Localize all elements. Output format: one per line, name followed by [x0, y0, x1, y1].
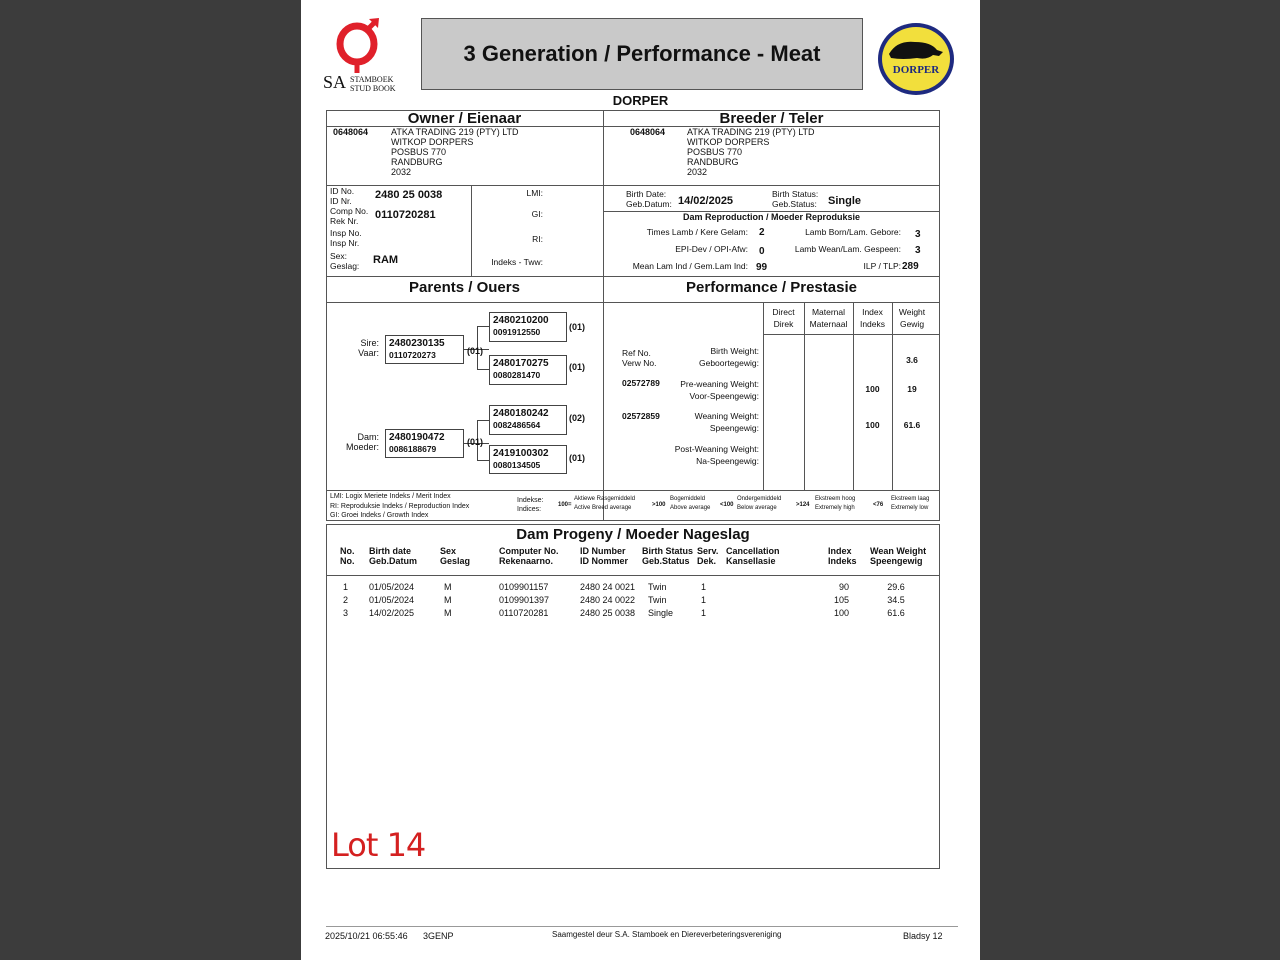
legend-line: Indices:	[517, 506, 542, 513]
cell-idnumber: 2480 25 0038	[580, 608, 636, 618]
page-title: 3 Generation / Performance - Meat	[463, 41, 821, 66]
mean-lam-label: Mean Lam Ind / Gem.Lam Ind:	[632, 261, 748, 271]
dam-dam-id: 2419100302	[493, 448, 549, 459]
legend-line: Aktiewe Rasgemiddeld	[574, 496, 636, 502]
legend-line: Extremely low	[891, 505, 929, 511]
label-line: Voor-Speengewig:	[689, 391, 759, 401]
cell-no: 3	[343, 608, 349, 618]
owner-line: POSBUS 770	[391, 147, 447, 157]
legend-line: RI: Reproduksie Indeks / Reproduction Index	[330, 502, 470, 510]
header-line: Dek.	[697, 556, 717, 566]
key-lt76: <76	[873, 502, 884, 508]
breeder-line: RANDBURG	[687, 157, 739, 167]
parents-heading: Parents / Ouers	[409, 279, 520, 296]
progeny-header-divider	[326, 575, 940, 576]
lot-annotation: Lot 14	[331, 826, 426, 864]
label-line: ID No.	[330, 186, 355, 196]
header-line: Sex	[440, 546, 457, 556]
progeny-heading: Dam Progeny / Moeder Nageslag	[516, 526, 750, 543]
divider	[326, 302, 940, 303]
cell-birthstatus: Single	[648, 608, 674, 618]
legend-line: GI: Groei Indeks / Growth Index	[330, 512, 429, 519]
header-line: Index	[862, 307, 883, 317]
progeny-col-no	[340, 546, 355, 566]
header-line: Gewig	[899, 319, 925, 329]
breeder-number: 0648064	[630, 127, 666, 137]
cell-index: 100	[833, 608, 849, 618]
label-line: Moeder:	[345, 442, 379, 452]
cell-computer: 0109901157	[499, 582, 549, 592]
breeder-line: WITKOP DORPERS	[687, 137, 770, 147]
header-line: Speengewig	[870, 556, 923, 566]
sire-sire-comp: 0091912550	[493, 327, 541, 337]
cell-computer: 0109901397	[499, 595, 550, 605]
birth-weight-label	[671, 345, 759, 369]
sire-comp: 0110720273	[389, 350, 436, 360]
pedigree-line	[477, 326, 489, 327]
header-line: Maternaal	[809, 319, 848, 329]
dam-code: (01)	[467, 437, 484, 447]
cell-no: 2	[343, 595, 349, 605]
cell-sex: M	[444, 608, 452, 618]
dorper-logo-text: DORPER	[892, 64, 940, 76]
col-direct-header	[763, 306, 804, 330]
label-line: Comp No.	[330, 206, 369, 216]
label-line: Dam:	[357, 432, 379, 442]
progeny-col-sex	[440, 546, 470, 566]
dam-dam-comp: 0080134505	[493, 460, 541, 470]
breed-name: DORPER	[612, 93, 669, 108]
label-line: Insp No.	[330, 228, 362, 238]
legend-line: Ekstreem laag	[891, 496, 930, 502]
logo-sa-text: SA	[323, 72, 347, 92]
birth-weight-value: 3.6	[906, 355, 918, 365]
label-line: ID Nr.	[330, 196, 352, 206]
footer-code: 3GENP	[423, 931, 454, 941]
key-100: 100=	[558, 502, 572, 508]
ilp-value: 289	[902, 261, 919, 272]
dorper-sheep-icon	[877, 22, 955, 96]
weaning-index: 100	[865, 420, 880, 430]
cell-serv: 1	[701, 595, 707, 605]
header-line: ID Nommer	[580, 556, 629, 566]
epi-value: 0	[759, 246, 765, 257]
progeny-col-index	[828, 546, 857, 566]
legend-line: Active Breed average	[574, 505, 632, 511]
sa-studbook-logo	[323, 18, 403, 94]
birth-date-label	[626, 189, 672, 209]
key-gt124: >124	[796, 502, 810, 508]
col-index-header	[853, 306, 892, 330]
label-line: Sire:	[360, 338, 379, 348]
legend-line: Extremely high	[815, 505, 855, 511]
perf-col-divider	[892, 302, 893, 490]
owner-line: ATKA TRADING 219 (PTY) LTD	[391, 127, 519, 137]
pre-weaning-label	[661, 378, 759, 402]
label-line: Ref No.	[622, 348, 651, 358]
indekse-label	[517, 496, 543, 514]
footer-datetime: 2025/10/21 06:55:46	[325, 931, 408, 941]
times-lamb-label: Times Lamb / Kere Gelam:	[646, 227, 748, 237]
pre-weaning-index: 100	[865, 384, 880, 394]
header-line: No.	[340, 556, 355, 566]
legend-line: Ondergemiddeld	[737, 496, 782, 502]
lamb-born-label: Lamb Born/Lam. Gebore:	[805, 227, 901, 237]
header-line: Cancellation	[726, 546, 780, 556]
dam-dam-code: (01)	[569, 453, 586, 463]
divider	[326, 185, 940, 186]
breeder-heading: Breeder / Teler	[719, 110, 824, 127]
header-line: Geb.Status	[642, 556, 690, 566]
lamb-wean-label: Lamb Wean/Lam. Gespeen:	[794, 244, 901, 254]
table-row	[301, 608, 980, 621]
breeder-line: ATKA TRADING 219 (PTY) LTD	[687, 127, 815, 137]
center-divider	[603, 110, 604, 521]
header-line: Direct	[772, 307, 795, 317]
owner-address	[391, 127, 519, 177]
dam-sire-box	[489, 405, 567, 435]
sire-dam-box	[489, 355, 567, 385]
key-lt100: <100	[720, 502, 734, 508]
insp-label	[330, 228, 362, 248]
footer-divider	[326, 926, 958, 927]
cell-idnumber: 2480 24 0022	[580, 595, 636, 605]
progeny-col-idnumber	[580, 546, 628, 566]
col-weight-header	[892, 306, 932, 330]
document-page	[301, 0, 980, 960]
title-box	[421, 18, 863, 90]
weaning-ref: 02572859	[622, 411, 660, 421]
sex-label	[330, 251, 359, 271]
pedigree-line	[477, 420, 489, 421]
progeny-col-birthdate	[369, 546, 417, 566]
logo-line-1: STAMBOEK	[350, 75, 394, 84]
pedigree-line	[477, 369, 489, 370]
dam-box	[385, 429, 464, 458]
sire-id: 2480230135	[389, 338, 445, 349]
key-gt100: >100	[652, 502, 666, 508]
legend-line: Below average	[737, 505, 777, 511]
index-legend	[330, 492, 469, 521]
key-gt124-desc	[815, 495, 855, 513]
header-line: No.	[340, 546, 355, 556]
pedigree-line	[477, 460, 489, 461]
comp-value: 0110720281	[375, 209, 436, 221]
cell-index: 105	[833, 595, 849, 605]
legend-line: Bogemiddeld	[670, 496, 706, 502]
performance-heading: Performance / Prestasie	[686, 279, 857, 296]
owner-heading: Owner / Eienaar	[407, 110, 522, 127]
header-line: ID Number	[580, 546, 626, 556]
legend-line: LMI: Logix Meriete Indeks / Merit Index	[330, 493, 451, 500]
header-line: Maternal	[811, 307, 846, 317]
header-line: Computer No.	[499, 546, 559, 556]
cell-weanweight: 34.5	[887, 595, 905, 605]
times-lamb-value: 2	[759, 227, 765, 238]
sire-code: (01)	[467, 346, 484, 356]
sire-dam-comp: 0080281470	[493, 370, 541, 380]
dam-dam-box	[489, 445, 567, 474]
divider	[326, 276, 940, 277]
legend-line: Ekstreem hoog	[815, 496, 856, 502]
mean-lam-value: 99	[756, 262, 768, 273]
sire-sire-box	[489, 312, 567, 342]
label-line: Speengewig:	[709, 423, 759, 433]
header-line: Geb.Datum	[369, 556, 418, 566]
label-line: Post-Weaning Weight:	[674, 444, 759, 454]
perf-col-divider	[763, 302, 764, 490]
key-lt100-desc	[737, 495, 781, 513]
sire-sire-id: 2480210200	[493, 315, 549, 326]
pre-weaning-ref: 02572789	[622, 378, 660, 388]
divider	[471, 185, 472, 276]
lamb-born-value: 3	[915, 229, 921, 240]
progeny-col-serv	[697, 546, 718, 566]
cell-birthdate: 14/02/2025	[369, 608, 415, 618]
birth-date-value: 14/02/2025	[678, 195, 734, 207]
weaning-label	[661, 410, 759, 434]
cell-index: 90	[838, 582, 849, 592]
ref-no-label	[622, 348, 657, 368]
key-lt76-desc	[891, 495, 929, 513]
perf-header-divider	[763, 334, 940, 335]
cell-birthstatus: Twin	[648, 582, 667, 592]
cell-no: 1	[343, 582, 349, 592]
sire-dam-id: 2480170275	[493, 358, 549, 369]
divider	[326, 490, 940, 491]
label-line: Verw No.	[622, 358, 657, 368]
key-gt100-desc	[670, 495, 710, 513]
label-line: Geslag:	[330, 261, 360, 271]
label-line: Geboortegewig:	[698, 358, 759, 368]
header-line: Wean Weight	[870, 546, 927, 556]
cell-weanweight: 29.6	[887, 582, 905, 592]
owner-line: 2032	[391, 167, 412, 177]
cell-birthstatus: Twin	[648, 595, 667, 605]
weaning-weight: 61.6	[903, 420, 921, 430]
key-100-desc	[574, 495, 635, 513]
cell-serv: 1	[701, 582, 707, 592]
progeny-col-birthstatus	[642, 546, 693, 566]
id-value: 2480 25 0038	[375, 189, 443, 201]
sire-box	[385, 335, 464, 364]
cell-serv: 1	[701, 608, 707, 618]
header-line: Serv.	[697, 546, 719, 556]
studbook-symbol-icon	[323, 18, 403, 74]
label-line: Geb.Datum:	[626, 199, 672, 209]
cell-birthdate: 01/05/2024	[369, 595, 415, 605]
label-line: Weaning Weight:	[694, 411, 759, 421]
table-row	[301, 582, 980, 595]
indeks-tww-label: Indeks - Tww:	[491, 257, 543, 267]
footer-compiled: Saamgestel deur S.A. Stamboek en Diereverbeteringsvereniging	[552, 930, 782, 939]
header-line: Kansellasie	[726, 556, 776, 566]
label-line: Birth Date:	[626, 189, 667, 199]
logo-stamboek-text	[350, 75, 396, 93]
cell-weanweight: 61.6	[887, 608, 905, 618]
header-line: Indeks	[828, 556, 857, 566]
breeder-line: 2032	[687, 167, 708, 177]
table-row	[301, 595, 980, 608]
progeny-col-computer	[499, 546, 559, 566]
header-line: Birth date	[369, 546, 412, 556]
progeny-col-cancellation	[726, 546, 780, 566]
header-line: Geslag	[440, 556, 471, 566]
owner-line: RANDBURG	[391, 157, 443, 167]
dam-sire-code: (02)	[569, 413, 586, 423]
cell-idnumber: 2480 24 0021	[580, 582, 636, 592]
cell-sex: M	[444, 582, 452, 592]
progeny-col-weanweight	[870, 546, 926, 566]
label-line: Pre-weaning Weight:	[680, 379, 759, 389]
birth-status-value: Single	[828, 195, 862, 207]
label-line: Birth Weight:	[710, 346, 759, 356]
header-line: Indeks	[859, 319, 886, 329]
ilp-label: ILP / TLP:	[863, 261, 901, 271]
ri-label: RI:	[532, 234, 543, 244]
pre-weaning-weight: 19	[907, 384, 917, 394]
label-line: Geb.Status:	[772, 199, 817, 209]
label-line: Rek Nr.	[330, 216, 359, 226]
logo-line-2: STUD BOOK	[350, 84, 396, 93]
sire-dam-code: (01)	[569, 362, 586, 372]
sire-sire-code: (01)	[569, 322, 586, 332]
breeder-address	[687, 127, 815, 177]
label-line: Birth Status:	[772, 189, 819, 199]
col-maternal-header	[804, 306, 853, 330]
comp-label	[330, 206, 368, 226]
dam-sire-id: 2480180242	[493, 408, 549, 419]
breeder-line: POSBUS 770	[687, 147, 743, 157]
lmi-label: LMI:	[526, 188, 543, 198]
label-line: Sex:	[330, 251, 348, 261]
epi-label: EPI-Dev / OPI-Afw:	[675, 244, 748, 254]
dam-comp: 0086188679	[389, 444, 437, 454]
perf-col-divider	[804, 302, 805, 490]
owner-number: 0648064	[333, 127, 369, 137]
legend-line: Indekse:	[517, 497, 544, 504]
birth-status-label	[772, 189, 818, 209]
label-line: Insp Nr.	[330, 238, 360, 248]
post-weaning-label	[641, 443, 759, 467]
cell-sex: M	[444, 595, 452, 605]
dorper-logo	[877, 22, 955, 96]
header-line: Birth Status	[642, 546, 694, 556]
cell-computer: 0110720281	[499, 608, 549, 618]
label-line: Na-Speengewig:	[696, 456, 759, 466]
sex-value: RAM	[373, 254, 399, 266]
header-line: Direk	[773, 319, 794, 329]
sire-label	[331, 338, 379, 358]
dam-label	[331, 432, 379, 452]
gi-label: GI:	[531, 209, 543, 219]
perf-col-divider	[853, 302, 854, 490]
cell-birthdate: 01/05/2024	[369, 582, 415, 592]
header-line: Index	[828, 546, 852, 556]
label-line: Vaar:	[358, 348, 379, 358]
footer-page: Bladsy 12	[903, 931, 943, 941]
header-line: Rekenaarno.	[499, 556, 554, 566]
lamb-wean-value: 3	[915, 245, 921, 256]
owner-line: WITKOP DORPERS	[391, 137, 474, 147]
header-line: Weight	[898, 307, 926, 317]
dam-reproduction-heading: Dam Reproduction / Moeder Reproduksie	[682, 212, 861, 222]
id-label	[330, 186, 354, 206]
dam-sire-comp: 0082486564	[493, 420, 541, 430]
dam-id: 2480190472	[389, 432, 445, 443]
legend-line: Above average	[670, 505, 711, 511]
